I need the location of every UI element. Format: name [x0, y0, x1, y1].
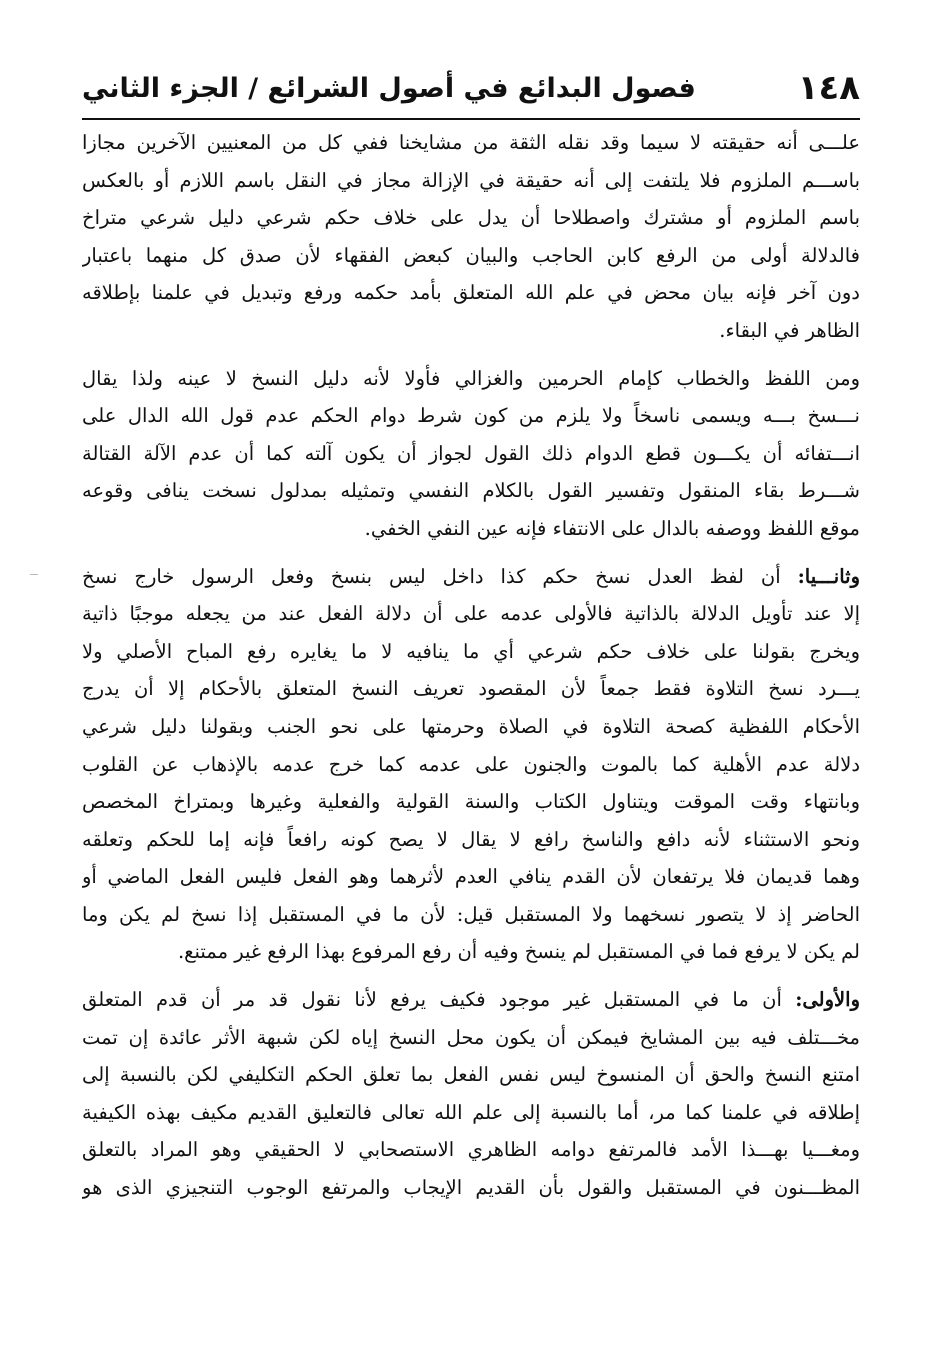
- text-line: إلا عند تأويل الدلالة بالذاتية فالأولى عدمه على أن دلالة الفعل عند من يجعله موجبًا ذاتية: [82, 602, 860, 626]
- text-line: [82, 558, 860, 596]
- text-line: الحاضر إذ لا يتصور نسخهما ولا المستقبل قيل: لأن ما في المستقبل إذا نسخ لم يكن وما: [82, 902, 860, 926]
- text-line: ومن اللفظ والخطاب كإمام الحرمين والغزالي فأولا لأنه دليل النسخ لا عينه ولذا يقال: [82, 366, 860, 390]
- text-line: المظـــنون في المستقبل والقول بأن القديم الإيجاب والمرتفع الوجوب التنجيزي الذى هو: [82, 1176, 860, 1200]
- text-line: مخـــتلف فيه بين المشايخ فيمكن أن يكون محل النسخ إياه لكن شبهة الأثر عائدة إن تمت: [82, 1025, 860, 1049]
- text-line: وبانتهاء وقت الموقت ويتناول الكتاب والسنة القولية والفعلية وغيرها وبمتراخ المخصص: [82, 790, 860, 814]
- text-line: الظاهر في البقاء.: [719, 318, 860, 342]
- paragraph-lead: والأولى:: [795, 988, 860, 1012]
- text-line: إطلاقه في علمنا كما مر، أما بالنسبة إلى علم الله تعالى فالتعليق القديم مكيف بهذه الكيفية: [82, 1100, 860, 1124]
- running-title: فصول البدائع في أصول الشرائع / الجزء الثاني: [82, 72, 696, 104]
- text-line: باسم الملزوم أو مشترك واصطلاحا أن يدل على خلاف حكم شرعي دليل شرعي متراخ: [82, 206, 860, 230]
- text-line: علـــى أنه حقيقته لا سيما وقد نقله الثقة من مشايخنا ففي كل من المعنيين الآخرين مجازا: [82, 131, 860, 154]
- text-line: الأحكام اللفظية كصحة التلاوة في الصلاة وحرمتها على نحو الجنب وبقولنا دليل شرعي: [82, 714, 860, 738]
- text-line: لم يكن لا يرفع فما في المستقبل لم ينسخ وفيه أن رفع المرفوع بهذا الرفع غير ممتنع.: [177, 940, 860, 964]
- text-line: شـــرط بقاء المنقول وتفسير القول بالكلام النفسي وتمثيله بمدلول نسخت ينافى وقوعه: [82, 479, 860, 503]
- text-line: ومغـــيا بهـــذا الأمد فالمرتفع دوامه الظاهري الاستصحابي لا الحقيقي وهو المراد بالتعلق: [82, 1138, 860, 1162]
- text-line: موقع اللفظ ووصفه بالدال على الانتفاء فإنه عين النفي الخفي.: [364, 516, 860, 540]
- paragraph-lead: وثانـــيا:: [797, 564, 860, 588]
- text-line: يـــرد نسخ التلاوة فقط جمعاً لأن المقصود تعريف النسخ المتعلق بالأحكام إلا أن يدرج: [82, 677, 860, 701]
- text-line: دون آخر فإنه بيان محض في علم الله المتعلق بأمد حكمه ورفع وتبديل في علمنا بإطلاقه: [82, 281, 860, 305]
- text-line: ونحو الاستثناء لأنه دافع والناسخ رافع لا يقال لا يصح كونه رافعاً فإنه إما للحكم وتعلقه: [82, 827, 860, 851]
- header-rule: [82, 118, 860, 120]
- page-number: ١٤٨: [797, 68, 860, 108]
- body-text: [82, 124, 860, 1207]
- text-line: باســـم الملزوم فلا يلتفت إلى أنه حقيقة في الإزالة مجاز في النقل باسم اللازم أو بالعكس: [82, 168, 860, 192]
- margin-mark: [30, 574, 38, 575]
- text-line: ويخرج بقولنا على خلاف حكم شرعي أي ما ينافيه لا ما يغايره رفع المباح الأصلي ولا: [82, 639, 860, 663]
- text-line: [82, 981, 860, 1019]
- text-fragment: أن لفظ العدل نسخ حكم كذا داخل ليس بنسخ وفعل الرسول خارج نسخ: [82, 564, 798, 588]
- text-line: فالدلالة أولى من الرفع كابن الحاجب والبيان كبعض الفقهاء لأن صدق كل منهما باعتبار: [82, 243, 860, 267]
- paragraph-3: [82, 558, 860, 972]
- page-header: [82, 60, 860, 116]
- paragraph-2: [82, 360, 860, 548]
- paragraph-1: [82, 124, 860, 350]
- paragraph-4: [82, 981, 860, 1207]
- text-fragment: أن ما في المستقبل غير موجود فكيف يرفع لأنا نقول قد مر أن قدم المتعلق: [82, 988, 796, 1012]
- text-line: وهما قديمان فلا يرتفعان لأن القدم ينافي العدم لأثرهما وهو الفعل فليس الفعل الماضي أو: [82, 865, 860, 889]
- text-line: نـــسخ بـــه ويسمى ناسخاً ولا يلزم من كون شرط دوام الحكم عدم قول الله الدال على: [82, 404, 860, 428]
- text-line: امتنع النسخ والحق أن المنسوخ ليس نفس الفعل بما تعلق الحكم التكليفي لكن بالنسبة إلى: [82, 1063, 860, 1087]
- text-line: انـــتفائه أن يكـــون قطع الدوام ذلك القول لجواز أن يكون آلته كما أن عدم الآلة القتالة: [82, 441, 860, 465]
- text-line: دلالة عدم الأهلية كما بالموت والجنون على عدمه كما خرج عدمه بالإذهاب عن القلوب: [82, 752, 860, 776]
